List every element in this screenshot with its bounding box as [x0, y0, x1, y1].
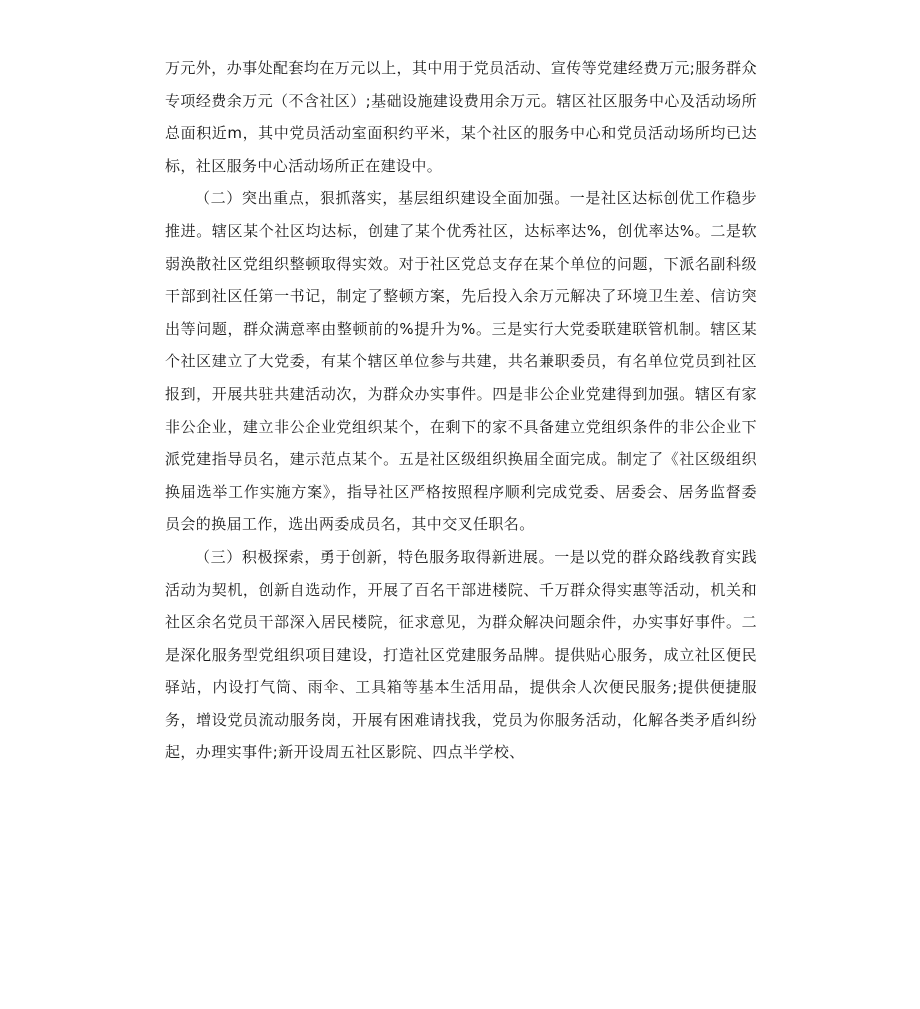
paragraph-organization-building: （二）突出重点，狠抓落实，基层组织建设全面加强。一是社区达标创优工作稳步推进。辖区某个社区均达标，创建了某个优秀社区，达标率达%，创优率达%。二是软弱涣散社区党组织整顿取得实效。对于社区党总支存在某个单位的问题，下派名副科级干部到社区任第一书记，制定了整顿方案，先后投入余万元解决了环境卫生差、信访突出等问题，群众满意率由整顿前的%提升为%。三是实行大党委联建联管机制。辖区某个社区建立了大党委，有某个辖区单位参与共建，共名兼职委员，有名单位党员到社区报到，开展共驻共建活动次，为群众办实事件。四是非公企业党建得到加强。辖区有家非公企业，建立非公企业党组织某个，在剩下的家不具备建立党组织条件的非公企业下派党建指导员名，建示范点某个。五是社区级组织换届全面完成。制定了《社区级组织换届选举工作实施方案》，指导社区严格按照程序顺利完成党委、居委会、居务监督委员会的换届工作，选出两委成员名，其中交叉任职名。 [165, 189, 757, 534]
paragraph-featured-services: （三）积极探索，勇于创新，特色服务取得新进展。一是以党的群众路线教育实践活动为契机，创新自选动作，开展了百名干部进楼院、千万群众得实惠等活动，机关和社区余名党员干部深入居民楼院，征求意见，为群众解决问题余件，办实事好事件。二是深化服务型党组织项目建设，打造社区党建服务品牌。提供贴心服务，成立社区便民驿站，内设打气筒、雨伞、工具箱等基本生活用品，提供余人次便民服务;提供便捷服务，增设党员流动服务岗，开展有困难请找我，党员为你服务活动，化解各类矛盾纠纷起，办理实事件;新开设周五社区影院、四点半学校、 [165, 547, 757, 762]
document-body [165, 52, 757, 769]
paragraph-funding: 万元外，办事处配套均在万元以上，其中用于党员活动、宣传等党建经费万元;服务群众专项经费余万元（不含社区）;基础设施建设费用余万元。辖区社区服务中心及活动场所总面积近m，其中党员活动室面积约平米，某个社区的服务中心和党员活动场所均已达标，社区服务中心活动场所正在建设中。 [165, 59, 757, 175]
